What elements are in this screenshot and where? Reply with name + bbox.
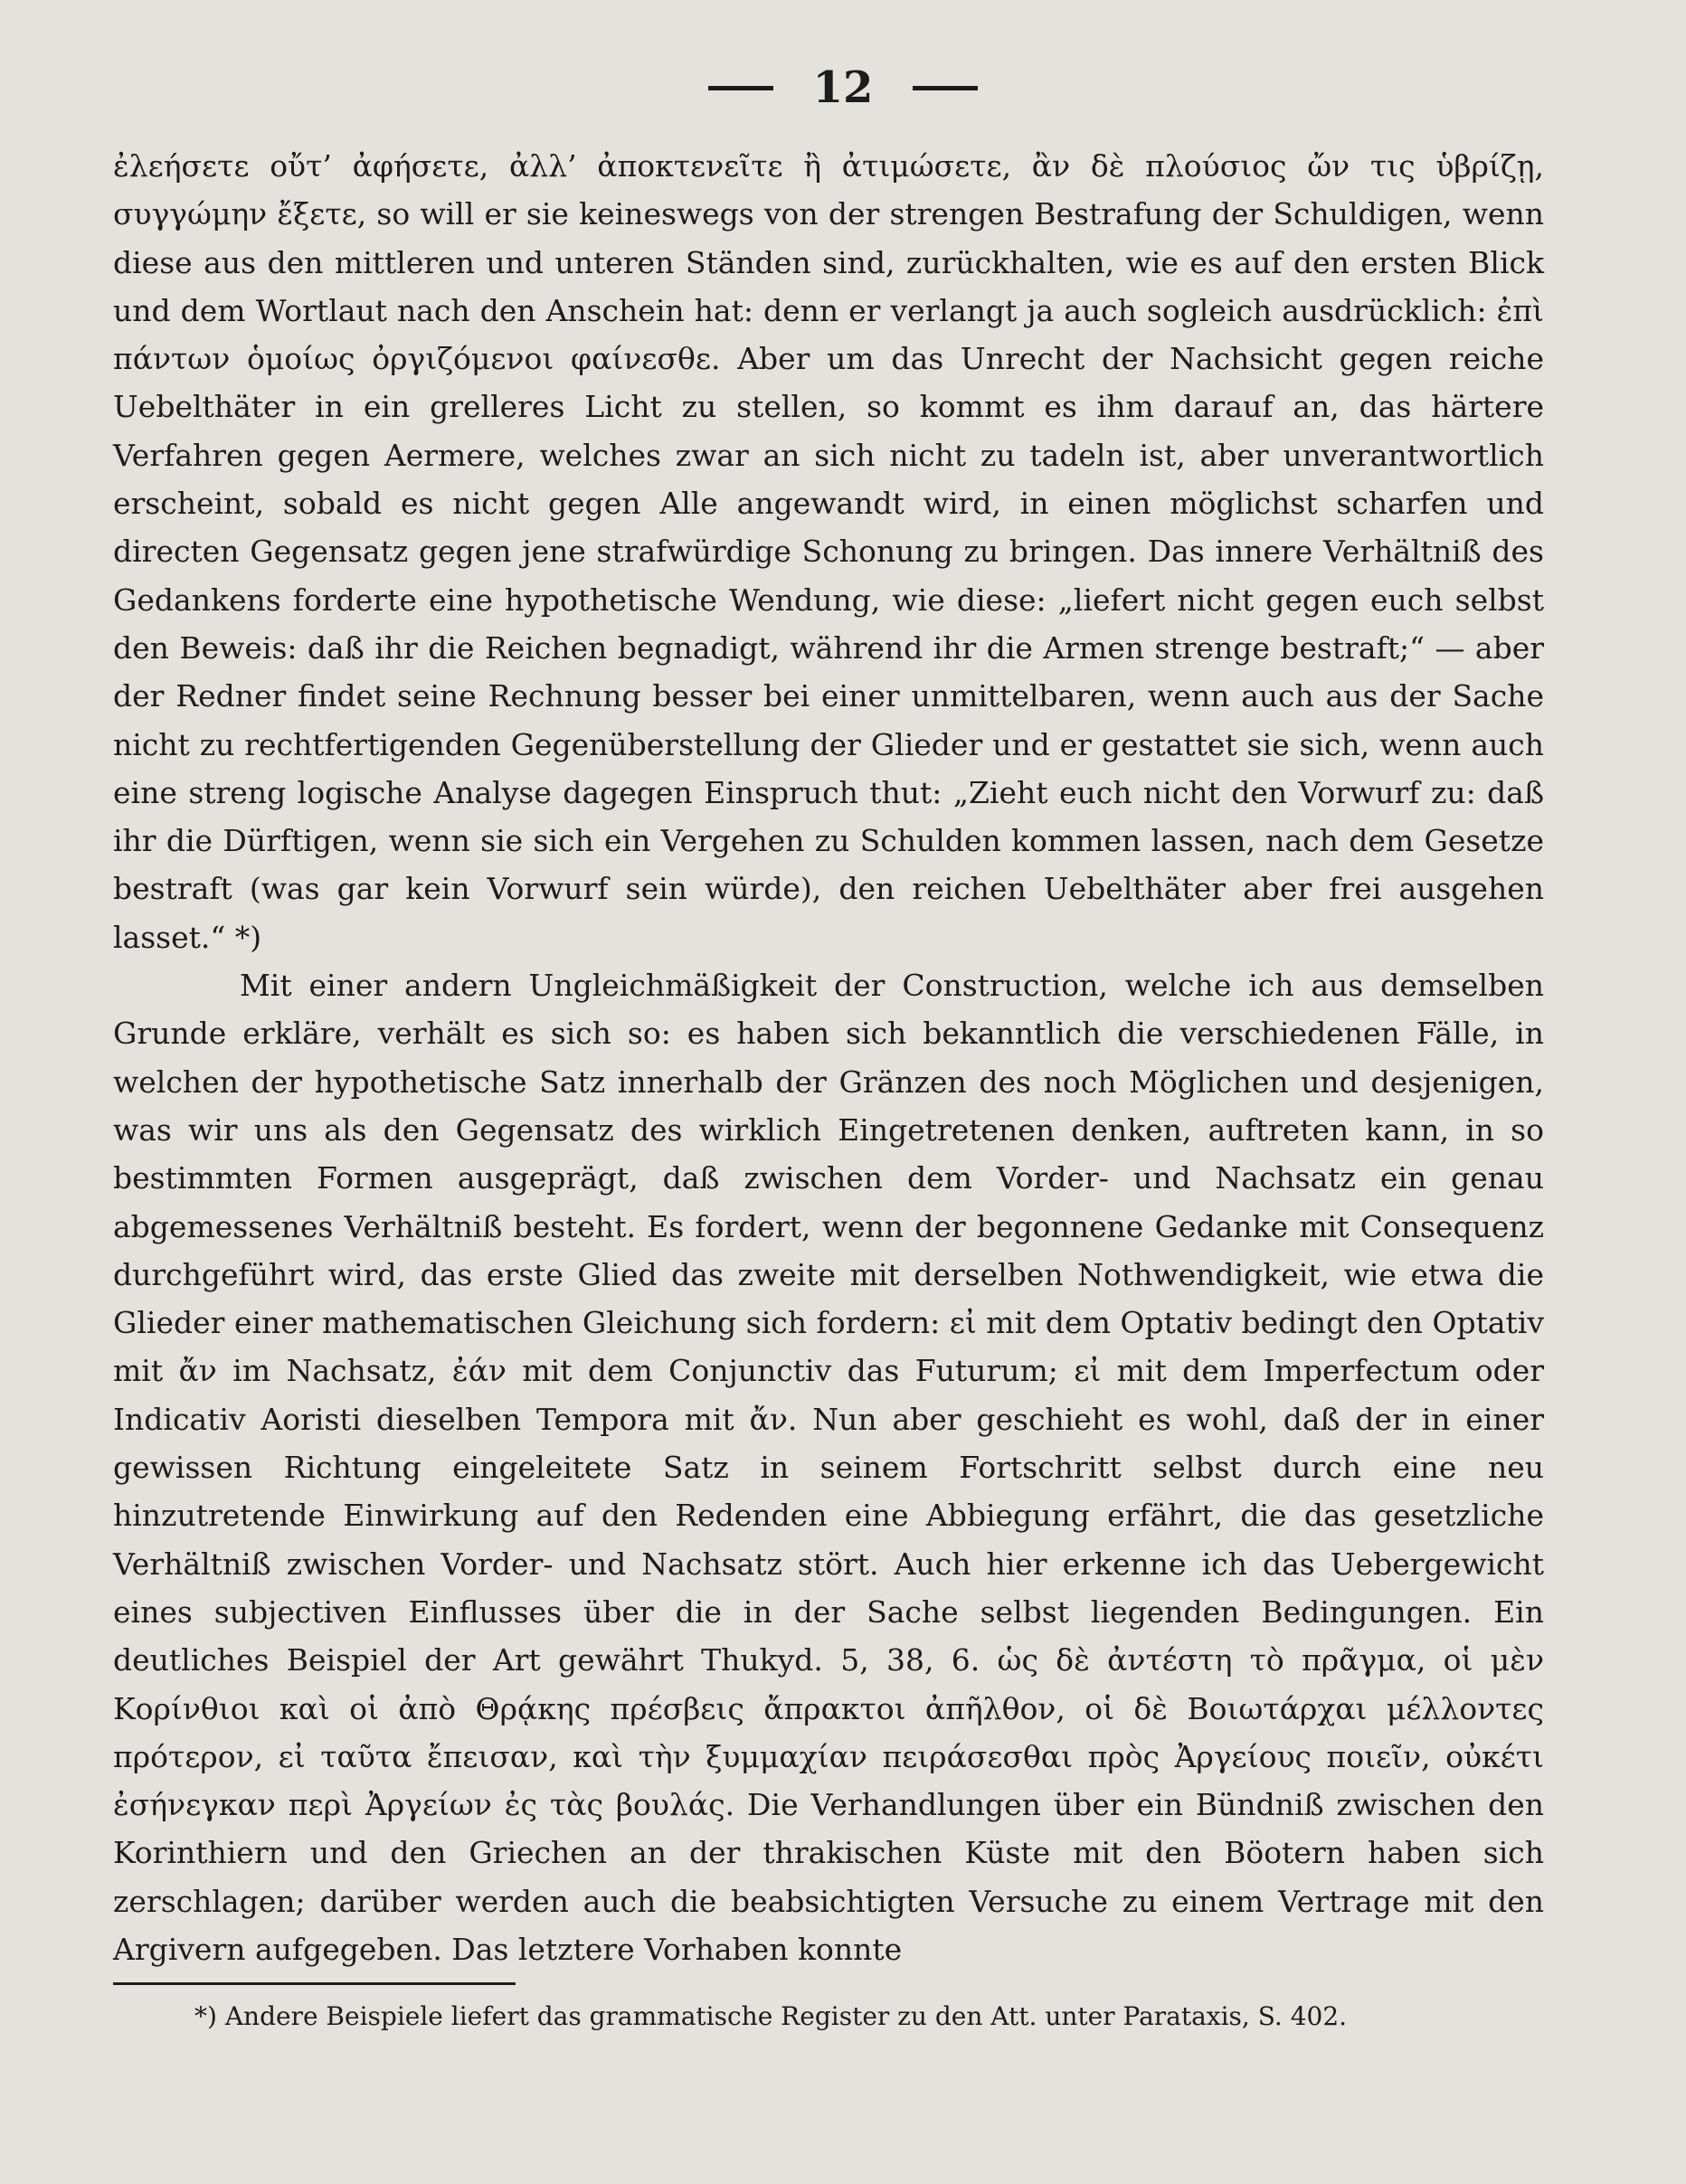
footnote-separator [113,1982,516,1985]
header-dash-left [708,86,773,90]
paragraph-construction: Mit einer andern Ungleichmäßigkeit der Construction, welche ich aus demselben Grunde erkläre, verhält es sich so: es haben sich bekanntlich die verschiedenen Fälle, in welchen der hypothetische Satz innerhalb der Gränzen des noch Möglichen und desjenigen, was wir uns als den Gegensatz des wirklich Eingetretenen denken, auftreten kann, in so bestimmten Formen ausgeprägt, daß zwischen dem Vorder- und Nachsatz ein genau abgemessenes Verhältniß besteht. Es fordert, wenn der begonnene Gedanke mit Consequenz durchgeführt wird, das erste Glied das zweite mit derselben Nothwendigkeit, wie etwa die Glieder einer mathematischen Gleichung sich fordern: εἰ mit dem Optativ bedingt den Optativ mit ἄν im Nachsatz, ἐάν mit dem Conjunctiv das Futurum; εἰ mit dem Imperfectum oder Indicativ Aoristi dieselben Tempora mit ἄν. Nun aber geschieht es wohl, daß der in einer gewissen Richtung eingeleitete Satz in seinem Fortschritt selbst durch eine neu hinzutretende Einwirkung auf den Redenden eine Abbiegung erfährt, die das gesetzliche Verhältniß zwischen Vorder- und Nachsatz stört. Auch hier erkenne ich das Uebergewicht eines subjectiven Einflusses über die in der Sache selbst liegenden Bedingungen. Ein deutliches Beispiel der Art gewährt Thukyd. 5, 38, 6. ὡς δὲ ἀντέστη τὸ πρᾶγμα, οἱ μὲν Κορίνθιοι καὶ οἱ ἀπὸ Θρᾴκης πρέσβεις ἄπρακτοι ἀπῆλθον, οἱ δὲ Βοιωτάρχαι μέλλοντες πρότερον, εἰ ταῦτα ἔπεισαν, καὶ τὴν ξυμμαχίαν πειράσεσθαι πρὸς Ἀργείους ποιεῖν, οὐκέτι ἐσήνεγκαν περὶ Ἀργείων ἐς τὰς βουλάς. Die Verhandlungen über ein Bündniß zwischen den Korinthiern und den Griechen an der thrakischen Küste mit den Böotern haben sich zerschlagen; darüber werden auch die beabsichtigten Versuche zu einem Vertrage mit den Argivern aufgegeben. Das letztere Vorhaben konnte [113,968,1544,1967]
paragraph-continued: ἐλεήσετε οὔτ’ ἀφήσετε, ἀλλ’ ἀποκτενεῖτε ἢ ἀτιμώσετε, ἂν δὲ πλούσιος ὤν τις ὑβρίζῃ, συγγώμην ἔξετε, so will er sie keineswegs von der strengen Bestrafung der Schuldigen, wenn diese aus den mittleren und unteren Ständen sind, zurückhalten, wie es auf den ersten Blick und dem Wortlaut nach den Anschein hat: denn er verlangt ja auch sogleich ausdrücklich: ἐπὶ πάντων ὁμοίως ὀργιζόμενοι φαίνεσθε. Aber um das Unrecht der Nachsicht gegen reiche Uebelthäter in ein grelleres Licht zu stellen, so kommt es ihm darauf an, das härtere Verfahren gegen Aermere, welches zwar an sich nicht zu tadeln ist, aber unverantwortlich erscheint, sobald es nicht gegen Alle angewandt wird, in einen möglichst scharfen und directen Gegensatz gegen jene strafwürdige Schonung zu bringen. Das innere Verhältniß des Gedankens forderte eine hypothetische Wendung, wie diese: „liefert nicht gegen euch selbst den Beweis: daß ihr die Reichen begnadigt, während ihr die Armen strenge bestraft;“ — aber der Redner findet seine Rechnung besser bei einer unmittelbaren, wenn auch aus der Sache nicht zu rechtfertigenden Gegenüberstellung der Glieder und er gestattet sie sich, wenn auch eine streng logische Analyse dagegen Einspruch thut: „Zieht euch nicht den Vorwurf zu: daß ihr die Dürftigen, wenn sie sich ein Vergehen zu Schulden kommen lassen, nach dem Gesetze bestraft (was gar kein Vorwurf sein würde), den reichen Uebelthäter aber frei ausgehen lasset.“ *) [113,148,1544,955]
header-dash-right [913,86,978,90]
page-number: 12 [812,62,874,113]
body-text [113,142,1544,1973]
footnote: *) Andere Beispiele liefert das grammatische Register zu den Att. unter Parataxis, S. 402. [194,2001,1348,2031]
page-header [0,56,1686,119]
